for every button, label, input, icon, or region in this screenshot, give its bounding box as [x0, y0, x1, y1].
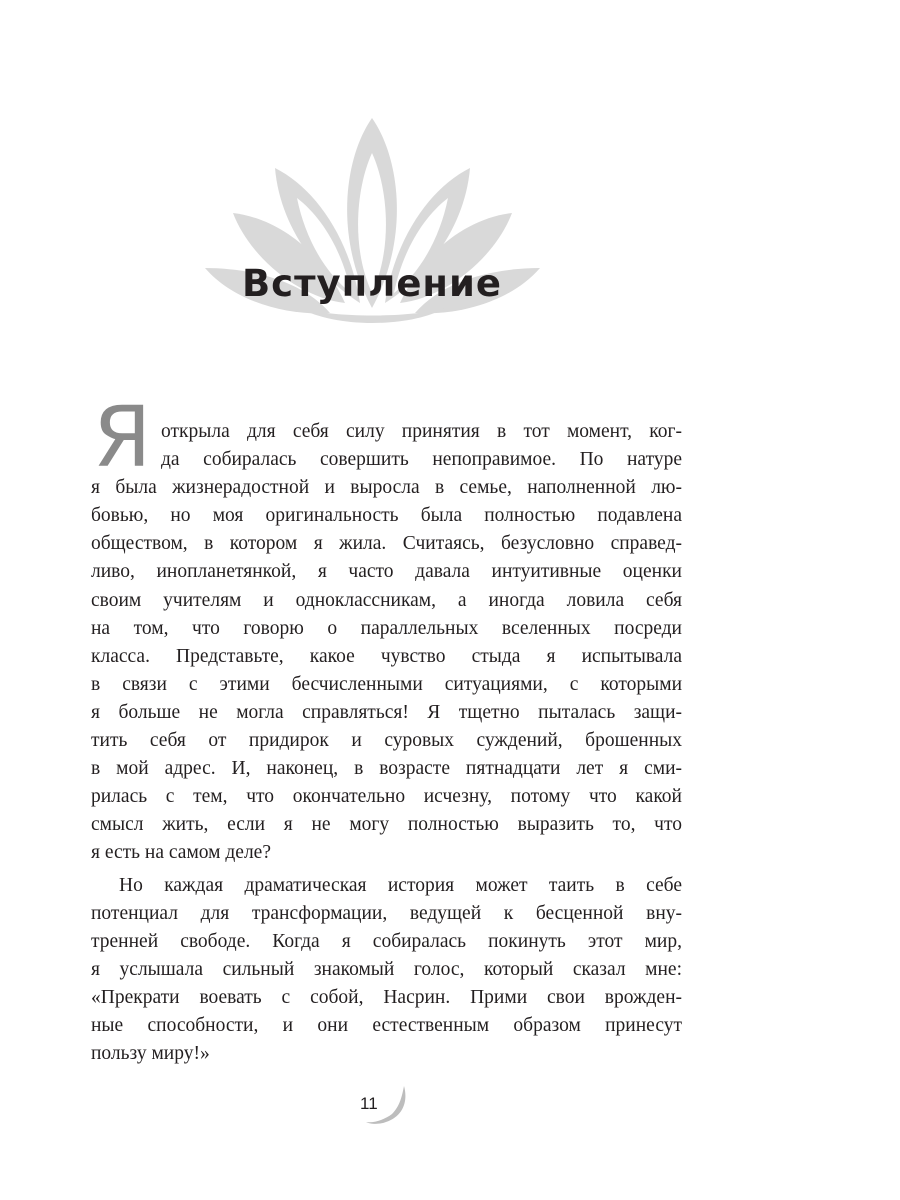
text-line: ные способности, и они естественным образом принесут	[91, 1014, 682, 1036]
paragraph-1	[91, 418, 682, 868]
text-line: я больше не могла справляться! Я тщетно пыталась защи-	[91, 701, 682, 723]
text-line: на том, что говорю о параллельных вселенных посреди	[91, 617, 682, 639]
text-line: в связи с этими бесчисленными ситуациями, с которыми	[91, 673, 682, 695]
body-text	[91, 418, 682, 1068]
text-line: Но каждая драматическая история может таить в себе	[119, 874, 682, 896]
text-line: бовью, но моя оригинальность была полностью подавлена	[91, 505, 682, 527]
text-line: я услышала сильный знакомый голос, который сказал мне:	[91, 958, 682, 980]
page-number: 11	[360, 1094, 378, 1113]
text-line: я была жизнерадостной и выросла в семье, наполненной лю-	[91, 477, 682, 499]
text-line: ливо, инопланетянкой, я часто давала интуитивные оценки	[91, 561, 682, 583]
text-line: потенциал для трансформации, ведущей к бесценной вну-	[91, 902, 682, 924]
drop-cap: Я	[93, 388, 152, 486]
text-line: я есть на самом деле?	[91, 842, 271, 864]
text-line: класса. Представьте, какое чувство стыда я испытывала	[91, 645, 682, 667]
text-line: открыла для себя силу принятия в тот момент, ког-	[161, 421, 682, 442]
paragraph-2	[91, 872, 682, 1069]
text-line: да собиралась совершить непоправимое. По натуре	[161, 449, 682, 471]
text-line: тить себя от придирок и суровых суждений, брошенных	[91, 730, 682, 752]
text-line: рилась с тем, что окончательно исчезну, потому что какой	[91, 786, 682, 808]
text-line: тренней свободе. Когда я собиралась покинуть этот мир,	[91, 930, 682, 952]
text-line: обществом, в котором я жила. Считаясь, безусловно справед-	[91, 533, 682, 555]
text-line: смысл жить, если я не могу полностью выразить то, что	[91, 814, 682, 836]
text-line: пользу миру!»	[91, 1043, 210, 1065]
text-line: в мой адрес. И, наконец, в возрасте пятнадцати лет я сми-	[91, 758, 682, 780]
text-line: своим учителям и одноклассникам, а иногда ловила себя	[91, 589, 682, 611]
chapter-heading: Вступление	[241, 262, 503, 305]
text-line: «Прекрати воевать с собой, Насрин. Прими свои врожден-	[91, 986, 682, 1008]
